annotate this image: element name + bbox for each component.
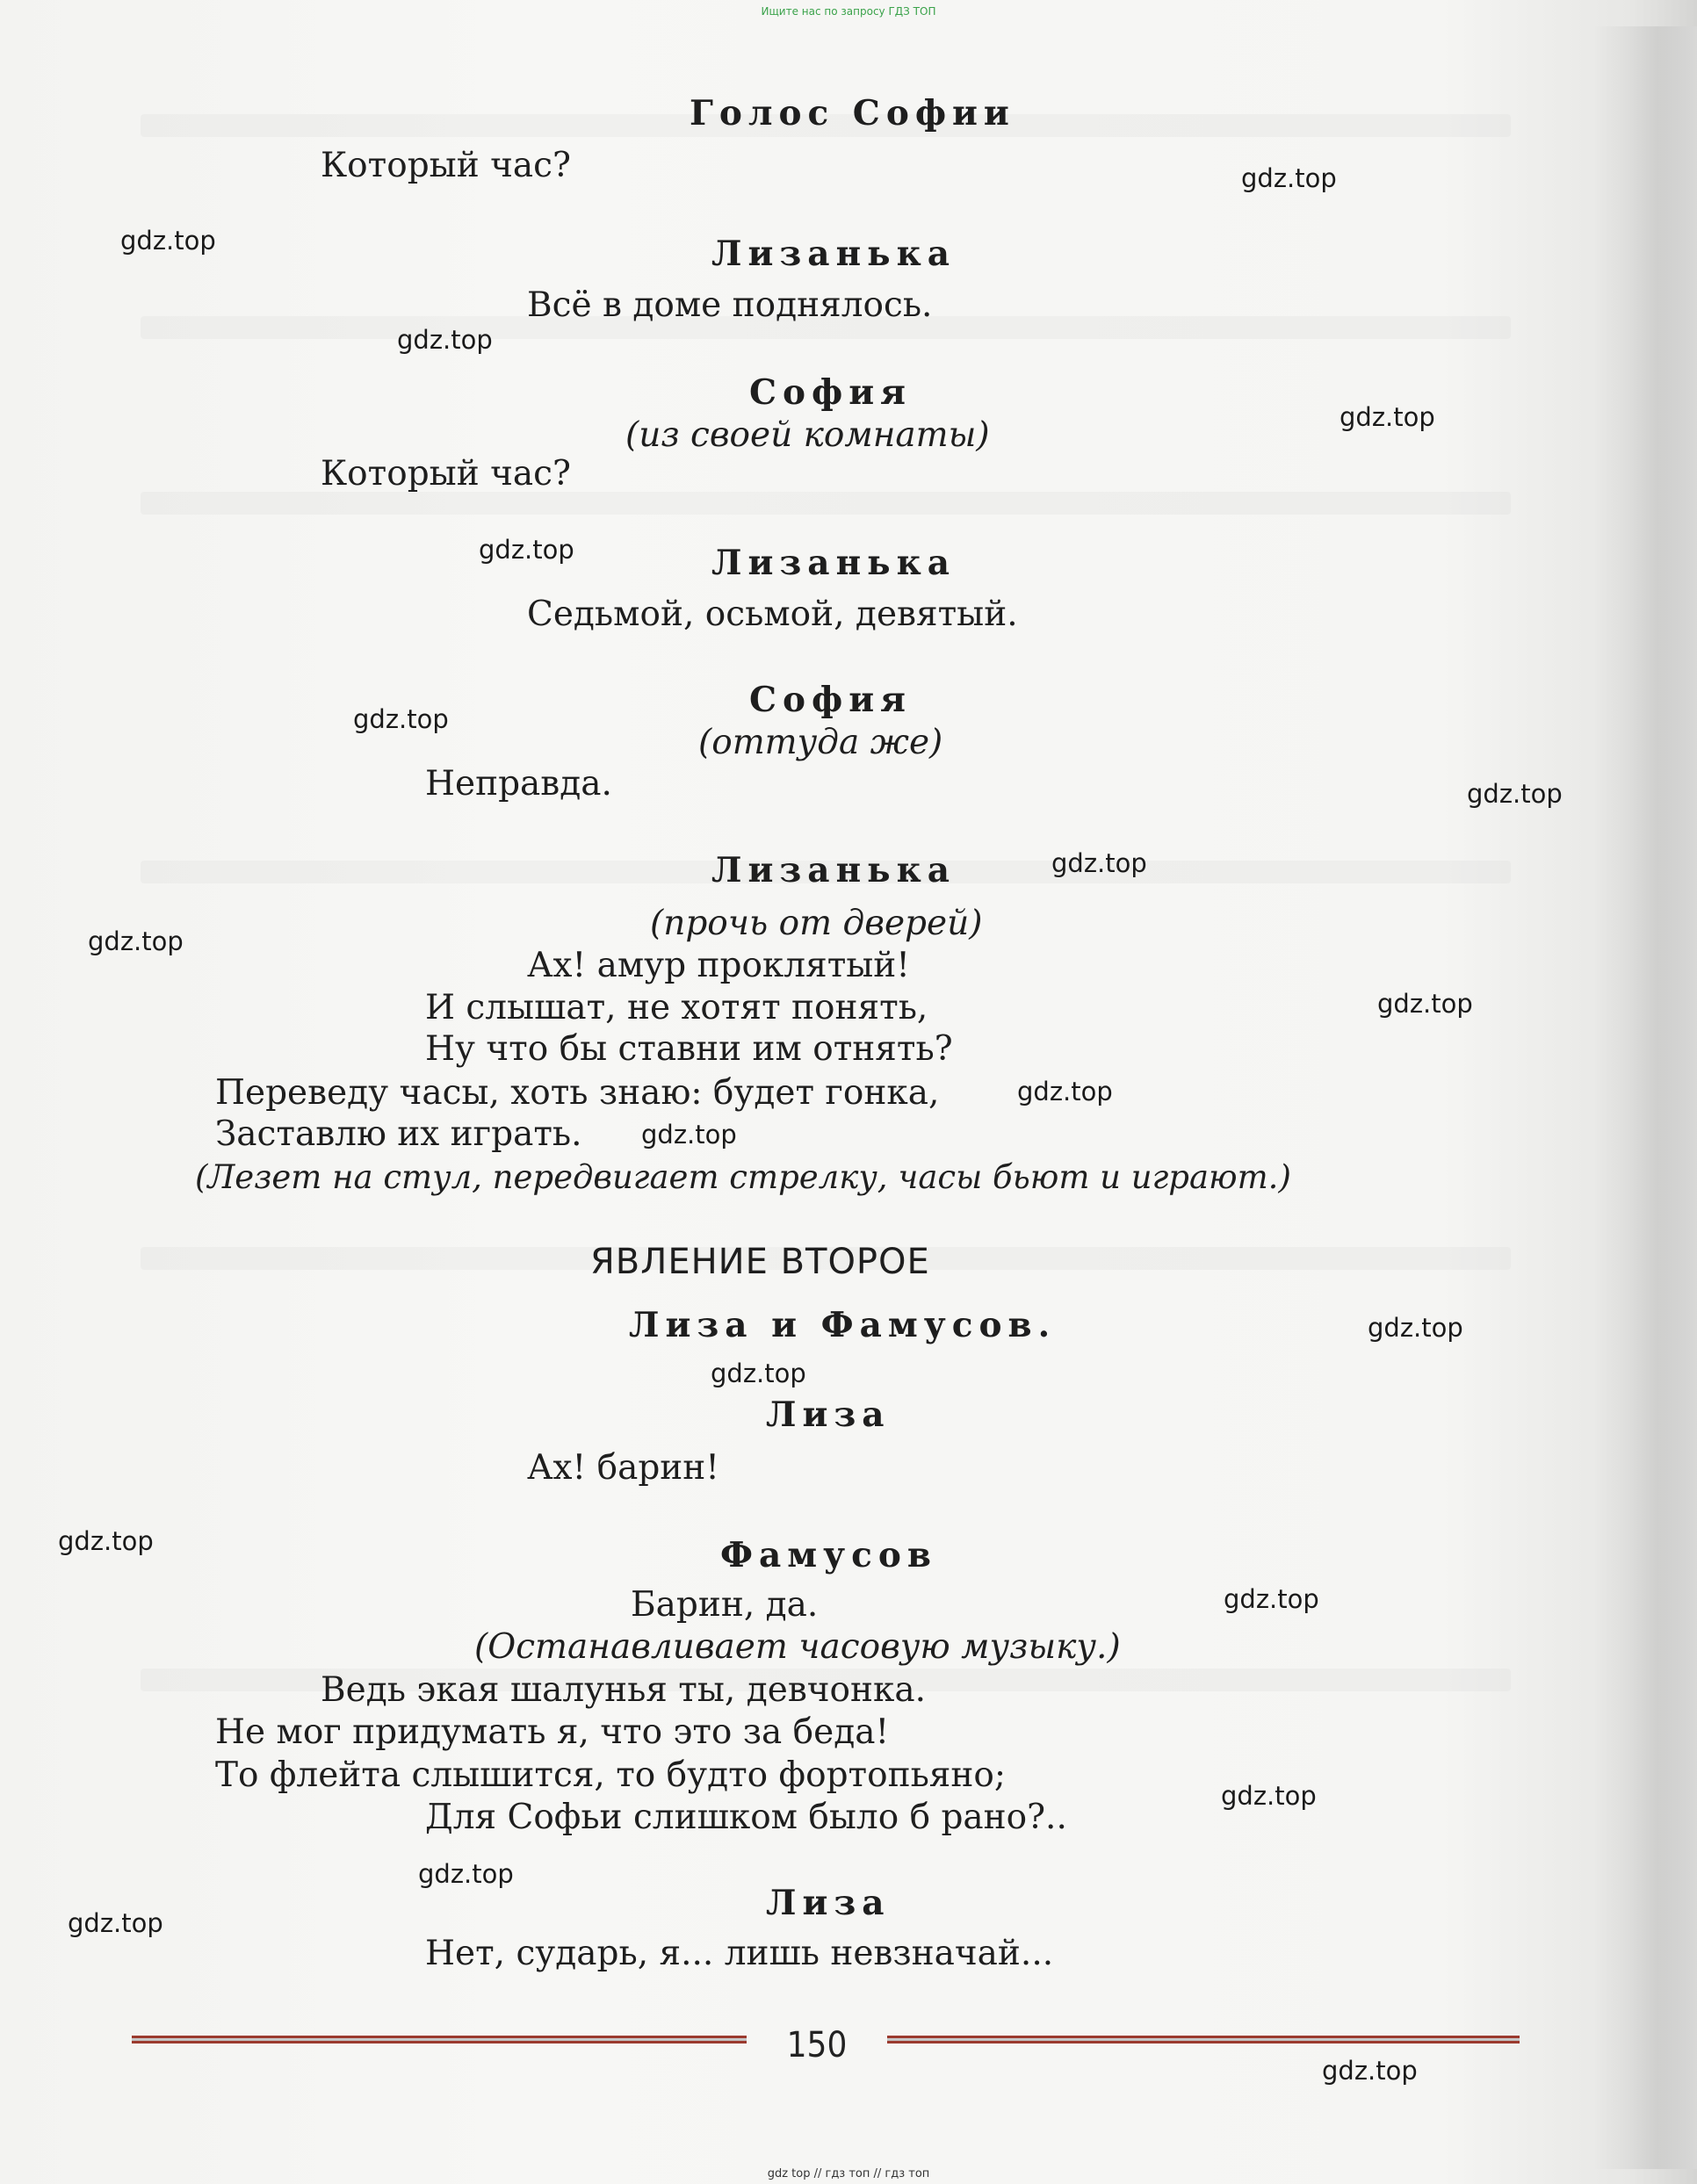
- watermark-text: gdz.top: [1322, 2056, 1418, 2086]
- watermark-text: gdz.top: [479, 535, 574, 565]
- scene-characters: Лиза и Фамусов.: [629, 1305, 1057, 1345]
- dialogue-line: Ах! амур проклятый!: [527, 946, 910, 985]
- scene-heading: ЯВЛЕНИЕ ВТОРОЕ: [590, 1242, 930, 1282]
- speaker-label: Голос Софии: [690, 93, 1015, 133]
- dialogue-line: Который час?: [321, 146, 571, 185]
- dialogue-line: Ведь экая шалунья ты, девчонка.: [321, 1670, 927, 1710]
- speaker-label: София: [749, 680, 912, 720]
- dialogue-line: Не мог придумать я, что это за беда!: [215, 1712, 890, 1752]
- dialogue-line: Неправда.: [425, 764, 612, 804]
- watermark-text: gdz.top: [1241, 163, 1337, 193]
- footer-rule-left: [132, 2036, 747, 2043]
- dialogue-line: Нет, сударь, я... лишь невзначай...: [425, 1934, 1054, 1973]
- watermark-text: gdz.top: [1051, 848, 1147, 878]
- dialogue-line: Барин, да.: [631, 1585, 819, 1625]
- watermark-text: gdz.top: [88, 926, 184, 956]
- watermark-text: gdz.top: [1017, 1077, 1113, 1106]
- speaker-label: Лизанька: [711, 234, 957, 274]
- footer-text: gdz top // гдз топ // гдз топ: [767, 2167, 930, 2180]
- watermark-text: gdz.top: [711, 1359, 806, 1388]
- watermark-text: gdz.top: [418, 1859, 514, 1889]
- dialogue-line: Ну что бы ставни им отнять?: [425, 1029, 953, 1069]
- bleed-through: [141, 492, 1511, 515]
- stage-direction: (оттуда же): [698, 723, 943, 762]
- stage-direction: (прочь от дверей): [650, 904, 983, 943]
- speaker-label: Лизанька: [711, 850, 957, 890]
- watermark-text: gdz.top: [641, 1120, 737, 1150]
- stage-direction: (Останавливает часовую музыку.): [474, 1627, 1121, 1667]
- watermark-text: gdz.top: [58, 1526, 154, 1556]
- speaker-label: Фамусов: [720, 1535, 937, 1575]
- footer-rule-right: [887, 2036, 1520, 2043]
- dialogue-line: Заставлю их играть.: [215, 1114, 582, 1154]
- watermark-text: gdz.top: [1221, 1781, 1317, 1811]
- dialogue-line: И слышат, не хотят понять,: [425, 988, 928, 1027]
- watermark-text: gdz.top: [1340, 402, 1435, 432]
- watermark-text: gdz.top: [397, 325, 493, 355]
- watermark-text: gdz.top: [1467, 779, 1563, 809]
- speaker-label: Лиза: [766, 1883, 891, 1923]
- speaker-label: София: [749, 372, 912, 413]
- watermark-text: gdz.top: [1224, 1584, 1319, 1614]
- dialogue-line: Для Софьи слишком было б рано?..: [425, 1798, 1067, 1837]
- watermark-text: gdz.top: [120, 226, 216, 256]
- dialogue-line: Переведу часы, хоть знаю: будет гонка,: [215, 1073, 940, 1113]
- dialogue-line: То флейта слышится, то будто фортопьяно;: [215, 1755, 1007, 1795]
- watermark-text: gdz.top: [1368, 1313, 1463, 1343]
- page-spine-shadow: [1594, 26, 1697, 2169]
- stage-direction: (из своей комнаты): [625, 415, 990, 455]
- stage-direction: (Лезет на стул, передвигает стрелку, часы бьют и играют.): [195, 1158, 1291, 1196]
- watermark-text: gdz.top: [68, 1908, 163, 1938]
- speaker-label: Лизанька: [711, 543, 957, 583]
- dialogue-line: Седьмой, осьмой, девятый.: [527, 595, 1018, 634]
- dialogue-line: Всё в доме поднялось.: [527, 285, 933, 325]
- site-link[interactable]: Ищите нас по запросу ГДЗ ТОП: [761, 5, 936, 18]
- dialogue-line: Ах! барин!: [527, 1448, 719, 1488]
- watermark-text: gdz.top: [1377, 989, 1473, 1019]
- page-number: 150: [786, 2025, 848, 2065]
- dialogue-line: Который час?: [321, 454, 571, 494]
- speaker-label: Лиза: [766, 1395, 891, 1435]
- watermark-text: gdz.top: [353, 704, 449, 734]
